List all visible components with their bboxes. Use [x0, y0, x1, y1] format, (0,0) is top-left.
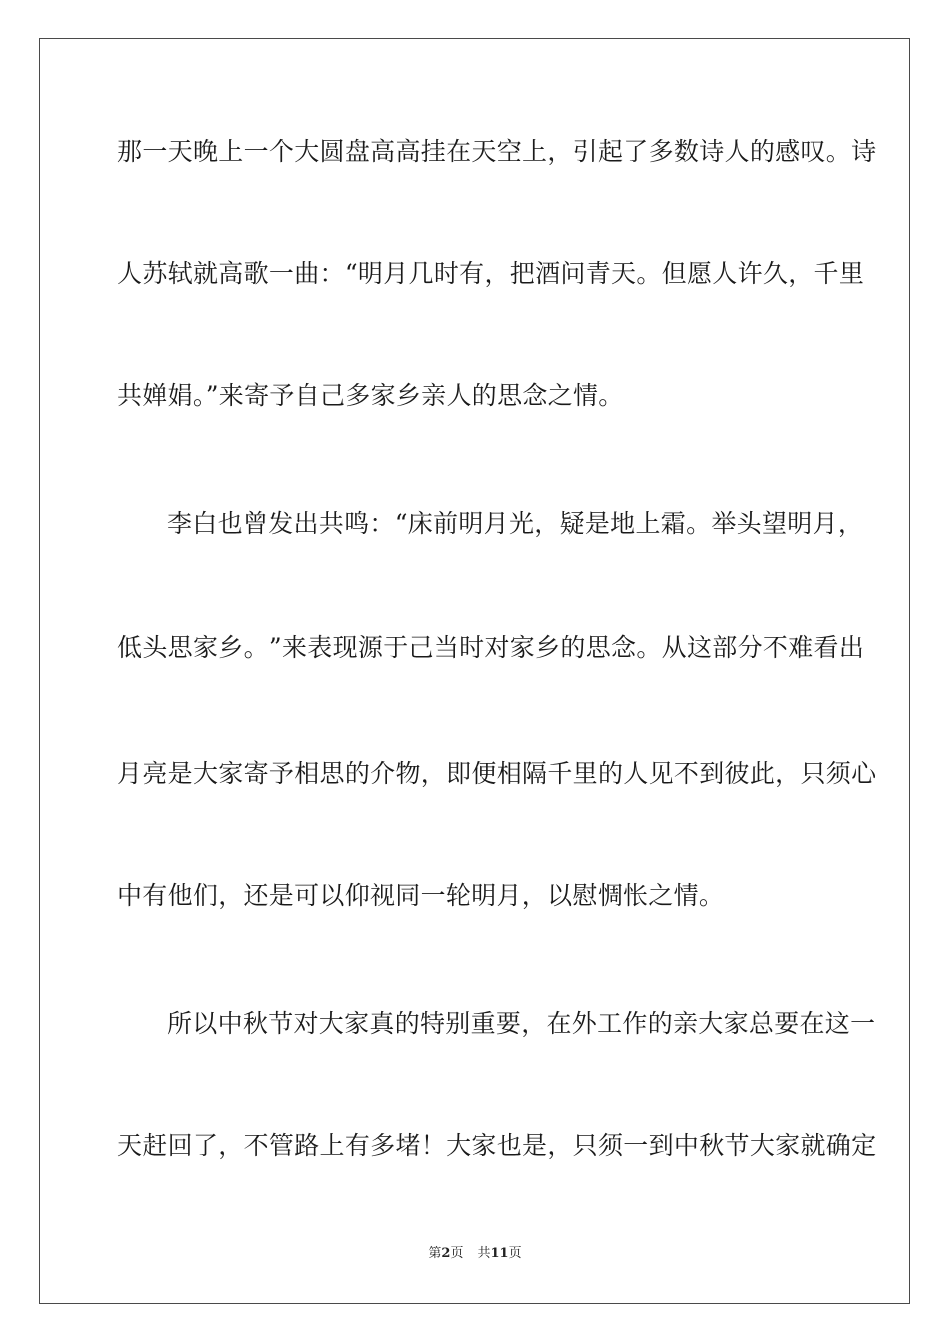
total-pages: 11 — [490, 1246, 509, 1261]
text-line-2: 人 苏 轼 就 高 歌 一 曲 ： “ 明 月 几 时 有 ， 把 酒 问 青 天 。 但 愿 人 许 久 ， 千 里 — [117, 259, 865, 288]
page-frame — [39, 38, 910, 1304]
text-line-4: 李白也曾发出共鸣：“床前明月光，疑是地上霜。举头望明月， — [167, 509, 864, 538]
text-line-9: 天 赶 回 了 ， 不 管 路 上 有 多 堵 ！ 大 家 也 是 ， 只 须 一 到 中 秋 节 大 家 就 确 定 — [117, 1131, 877, 1160]
page-footer — [0, 1245, 950, 1263]
text-line-7: 中有他们，还是可以仰视同一轮明月，以慰惆怅之情。 — [117, 881, 725, 910]
page-number: 2 — [441, 1246, 451, 1261]
text-line-6: 月 亮 是 大 家 寄 予 相 思 的 介 物 ， 即 便 相 隔 千 里 的 人 见 不 到 彼 此 ， 只 须 心 — [117, 759, 877, 788]
text-line-1: 那 一 天 晚 上 一 个 大 圆 盘 高 高 挂 在 天 空 上 ， 引 起 了 多 数 诗 人 的 感 叹 。 诗 — [117, 137, 877, 166]
text-line-5: 低 头 思 家 乡 。 ” 来 表 现 源 于 己 当 时 对 家 乡 的 思 念 。 从 这 部 分 不 难 看 出 — [117, 633, 865, 662]
text-line-8: 所以中秋节对大家真的特别重要，在外工作的亲大家总要在这一 — [167, 1009, 876, 1038]
total-suffix: 页 — [508, 1246, 522, 1261]
text-line-3: 共婵娟。”来寄予自己多家乡亲人的思念之情。 — [117, 381, 624, 410]
page-prefix: 第 — [428, 1246, 442, 1261]
total-prefix: 共 — [477, 1246, 491, 1261]
page-suffix: 页 — [450, 1246, 464, 1261]
